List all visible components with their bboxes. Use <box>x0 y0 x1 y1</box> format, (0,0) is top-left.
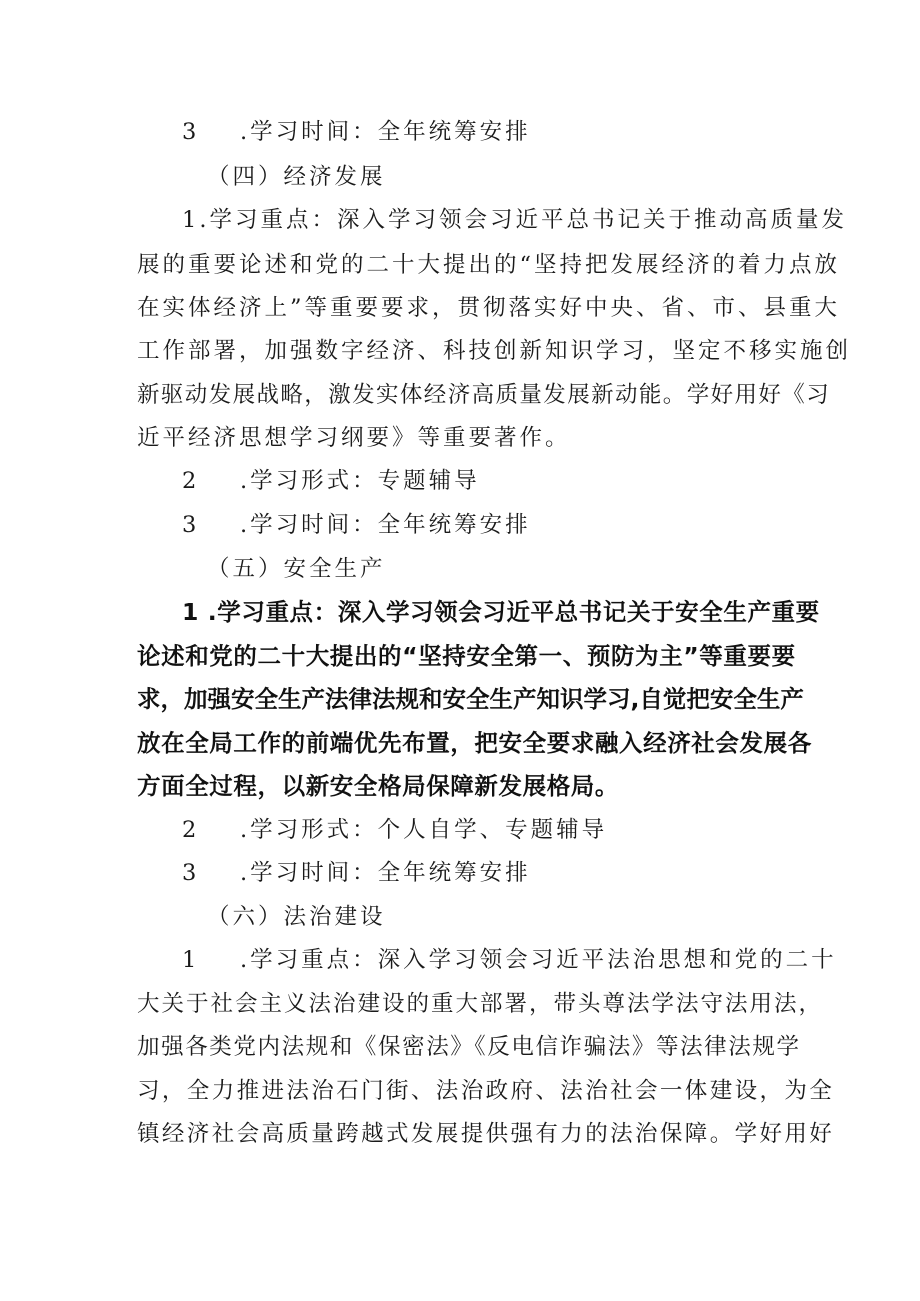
paragraph-text: 加强各类党内法规和《保密法》《反电信诈骗法》等法律法规学 <box>137 1034 801 1060</box>
section-heading-text: （四）经济发展 <box>207 164 386 190</box>
item-number: 2 <box>182 468 200 494</box>
paragraph-text: 方面全过程，以新安全格局保障新发展格局。 <box>137 772 619 800</box>
paragraph-text: 1.学习重点：深入学习领会习近平总书记关于推动高质量发 <box>182 207 847 233</box>
paragraph-text: 工作部署，加强数字经济、科技创新知识学习，坚定不移实施创 <box>137 338 852 364</box>
paragraph-text: 大关于社会主义法治建设的重大部署，带头尊法学法守法用法， <box>137 991 824 1017</box>
paragraph-text: 放在全局工作的前端优先布置，把安全要求融入经济社会发展各 <box>137 729 812 757</box>
paragraph-text: 求，加强安全生产法律法规和安全生产知识学习,自觉把安全生产 <box>137 685 804 713</box>
item-text: .学习形式：个人自学、专题辅导 <box>240 817 608 843</box>
paragraph-text: 镇经济社会高质量跨越式发展提供强有力的法治保障。学好用好 <box>137 1121 835 1147</box>
item-text: .学习时间：全年统筹安排 <box>240 860 531 886</box>
paragraph-text: 近平经济思想学习纲要》等重要著作。 <box>137 425 571 451</box>
item-text: .学习时间：全年统筹安排 <box>240 512 531 538</box>
item-number: 3 <box>182 860 200 886</box>
item-number: 3 <box>182 119 200 145</box>
item-number: 1 <box>182 947 200 973</box>
paragraph-text: 在实体经济上”等重要要求，贯彻落实好中央、省、市、县重大 <box>137 295 841 321</box>
paragraph-text: 1 .学习重点：深入学习领会习近平总书记关于安全生产重要 <box>182 598 820 626</box>
item-number: 3 <box>182 512 200 538</box>
item-number: 2 <box>182 817 200 843</box>
paragraph-text: 新驱动发展战略，激发实体经济高质量发展新动能。学好用好《习 <box>137 382 831 408</box>
paragraph-text: 论述和党的二十大提出的“坚持安全第一、预防为主”等重要要 <box>137 642 796 670</box>
paragraph-text: 展的重要论述和党的二十大提出的“坚持把发展经济的着力点放 <box>137 252 841 278</box>
paragraph-text: 习，全力推进法治石门街、法治政府、法治社会一体建设，为全 <box>137 1078 835 1104</box>
item-text: .学习形式：专题辅导 <box>240 468 480 494</box>
section-heading-text: （六）法治建设 <box>207 904 386 930</box>
item-text: .学习时间：全年统筹安排 <box>240 119 531 145</box>
section-heading-text: （五）安全生产 <box>207 556 386 582</box>
item-text: .学习重点：深入学习领会习近平法治思想和党的二十 <box>240 947 837 973</box>
